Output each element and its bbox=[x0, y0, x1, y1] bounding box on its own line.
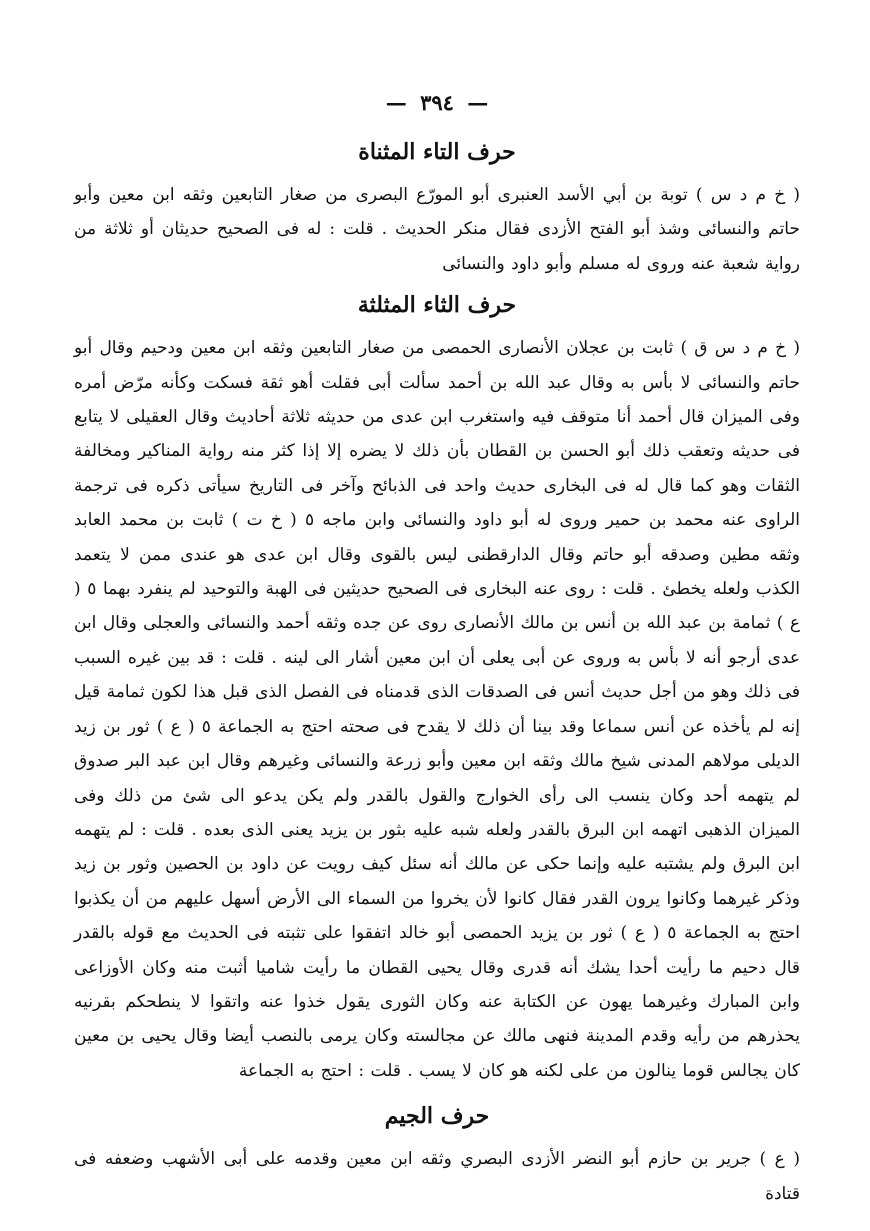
page-number-dash-left: — bbox=[385, 90, 407, 115]
section-heading-jim: حرف الجيم bbox=[384, 1103, 490, 1130]
page-number-dash-right: — bbox=[467, 90, 489, 115]
section-heading-thaa: حرف الثاء المثلثة bbox=[357, 292, 517, 319]
section-text-jim: ( ع ) جرير بن حازم أبو النضر الأزدى البصري وثقه ابن معين وقدمه على أبى الأشهب وضعفه فى قتادة bbox=[74, 1149, 800, 1204]
section-heading-taa: حرف التاء المثناة bbox=[358, 139, 516, 165]
section-text-thaa: ( خ م د س ق ) ثابت بن عجلان الأنصارى الحمصى من صغار التابعين وثقه ابن معين ودحيم وقال أبو حاتم والنسائى لا بأس به وقال عبد الله بن أحمد سألت أبى فقلت أهو ثقة فسكت وكأنه مرّض أمره وفى الميزان قال أحمد أنا متوقف فيه واستغرب ابن عدى من حديثه ثلاثة أحاديث وقال العقيلى لا يتابع فى حديثه وتعقب ذلك أبو الحسن بن القطان بأن ذلك لا يضره إلا إذا كثر منه رواية المناكير ومخالفة الثقات وهو كما قال له فى البخارى حديث واحد فى الذبائح وآخر فى التاريخ سيأتى ذكره فى ترجمة الراوى عنه محمد بن حمير وروى له أبو داود والنسائى وابن ماجه ٥ ( خ ت ) ثابت بن محمد العابد وثقه مطين وصدقه أبو حاتم وقال الدارقطنى ليس بالقوى وقال ابن عدى هو عندى ممن لا يتعمد الكذب ولعله يخطئ . قلت : روى عنه البخارى فى الصحيح حديثين فى الهبة والتوحيد لم ينفرد بهما ٥ ( ع ) ثمامة بن عبد الله بن أنس بن مالك الأنصارى روى عن جده وثقه أحمد والنسائى والعجلى وقال ابن عدى أرجو أنه لا بأس به وروى عن أبى يعلى أن ابن معين أشار الى لينه . قلت : قد بين غيره السبب فى ذلك وهو من أجل حديث أنس فى الصدقات الذى قدمناه فى الفصل الذى قبل هذا لكون ثمامة قيل إنه لم يأخذه عن أنس سماعا وقد بينا أن ذلك لا يقدح فى صحته احتج به الجماعة ٥ ( ع ) ثور بن زيد الديلى مولاهم المدنى شيخ مالك وثقه ابن معين وأبو زرعة والنسائى وغيرهم وقال ابن عبد البر صدوق لم يتهمه أحد وكان ينسب الى رأى الخوارج والقول بالقدر ولم يكن يدعو الى شئ من ذلك وفى الميزان الذهبى اتهمه ابن البرق بالقدر ولعله شبه عليه بثور بن يزيد يعنى الذى بعده . قلت : لم يتهمه ابن البرق ولم يشتبه عليه وإنما حكى عن مالك أنه سئل كيف رويت عن داود بن الحصين وثور بن زيد وذكر غيرهما وكانوا يرون القدر فقال كانوا لأن يخروا من السماء الى الأرض أسهل عليهم من أن يكذبوا احتج به الجماعة ٥ ( ع ) ثور بن يزيد الحمصى أبو خالد اتفقوا على تثبته فى الحديث مع قوله بالقدر قال دحيم ما رأيت أحدا يشك أنه قدرى وقال يحيى القطان ما رأيت شاميا أثبت منه وكان الأوزاعى وابن المبارك وغيرهما يهون عن الكتابة عنه وكان الثورى يقول خذوا عنه واتقوا لا ينطحكم بقرنيه يحذرهم من رأيه وقدم المدينة فنهى مالك عن مجالسته وكان يرمى بالنصب أيضا وقال يحيى بن معين كان يجالس قوما ينالون من على لكنه هو كان لا يسب . قلت : احتج به الجماعة bbox=[74, 338, 801, 1081]
page-number-value: ٣٩٤ bbox=[420, 90, 454, 115]
section-text-taa: ( خ م د س ) توبة بن أبي الأسد العنبرى أبو المورّع البصرى من صغار التابعين وثقه ابن معين وأبو حاتم والنسائى وشذ أبو الفتح الأزدى فقال منكر الحديث . قلت : له فى الصحيح حديثان أو ثلاثة من رواية شعبة عنه وروى له مسلم وأبو داود والنسائى bbox=[74, 185, 800, 274]
page-number bbox=[74, 86, 800, 120]
